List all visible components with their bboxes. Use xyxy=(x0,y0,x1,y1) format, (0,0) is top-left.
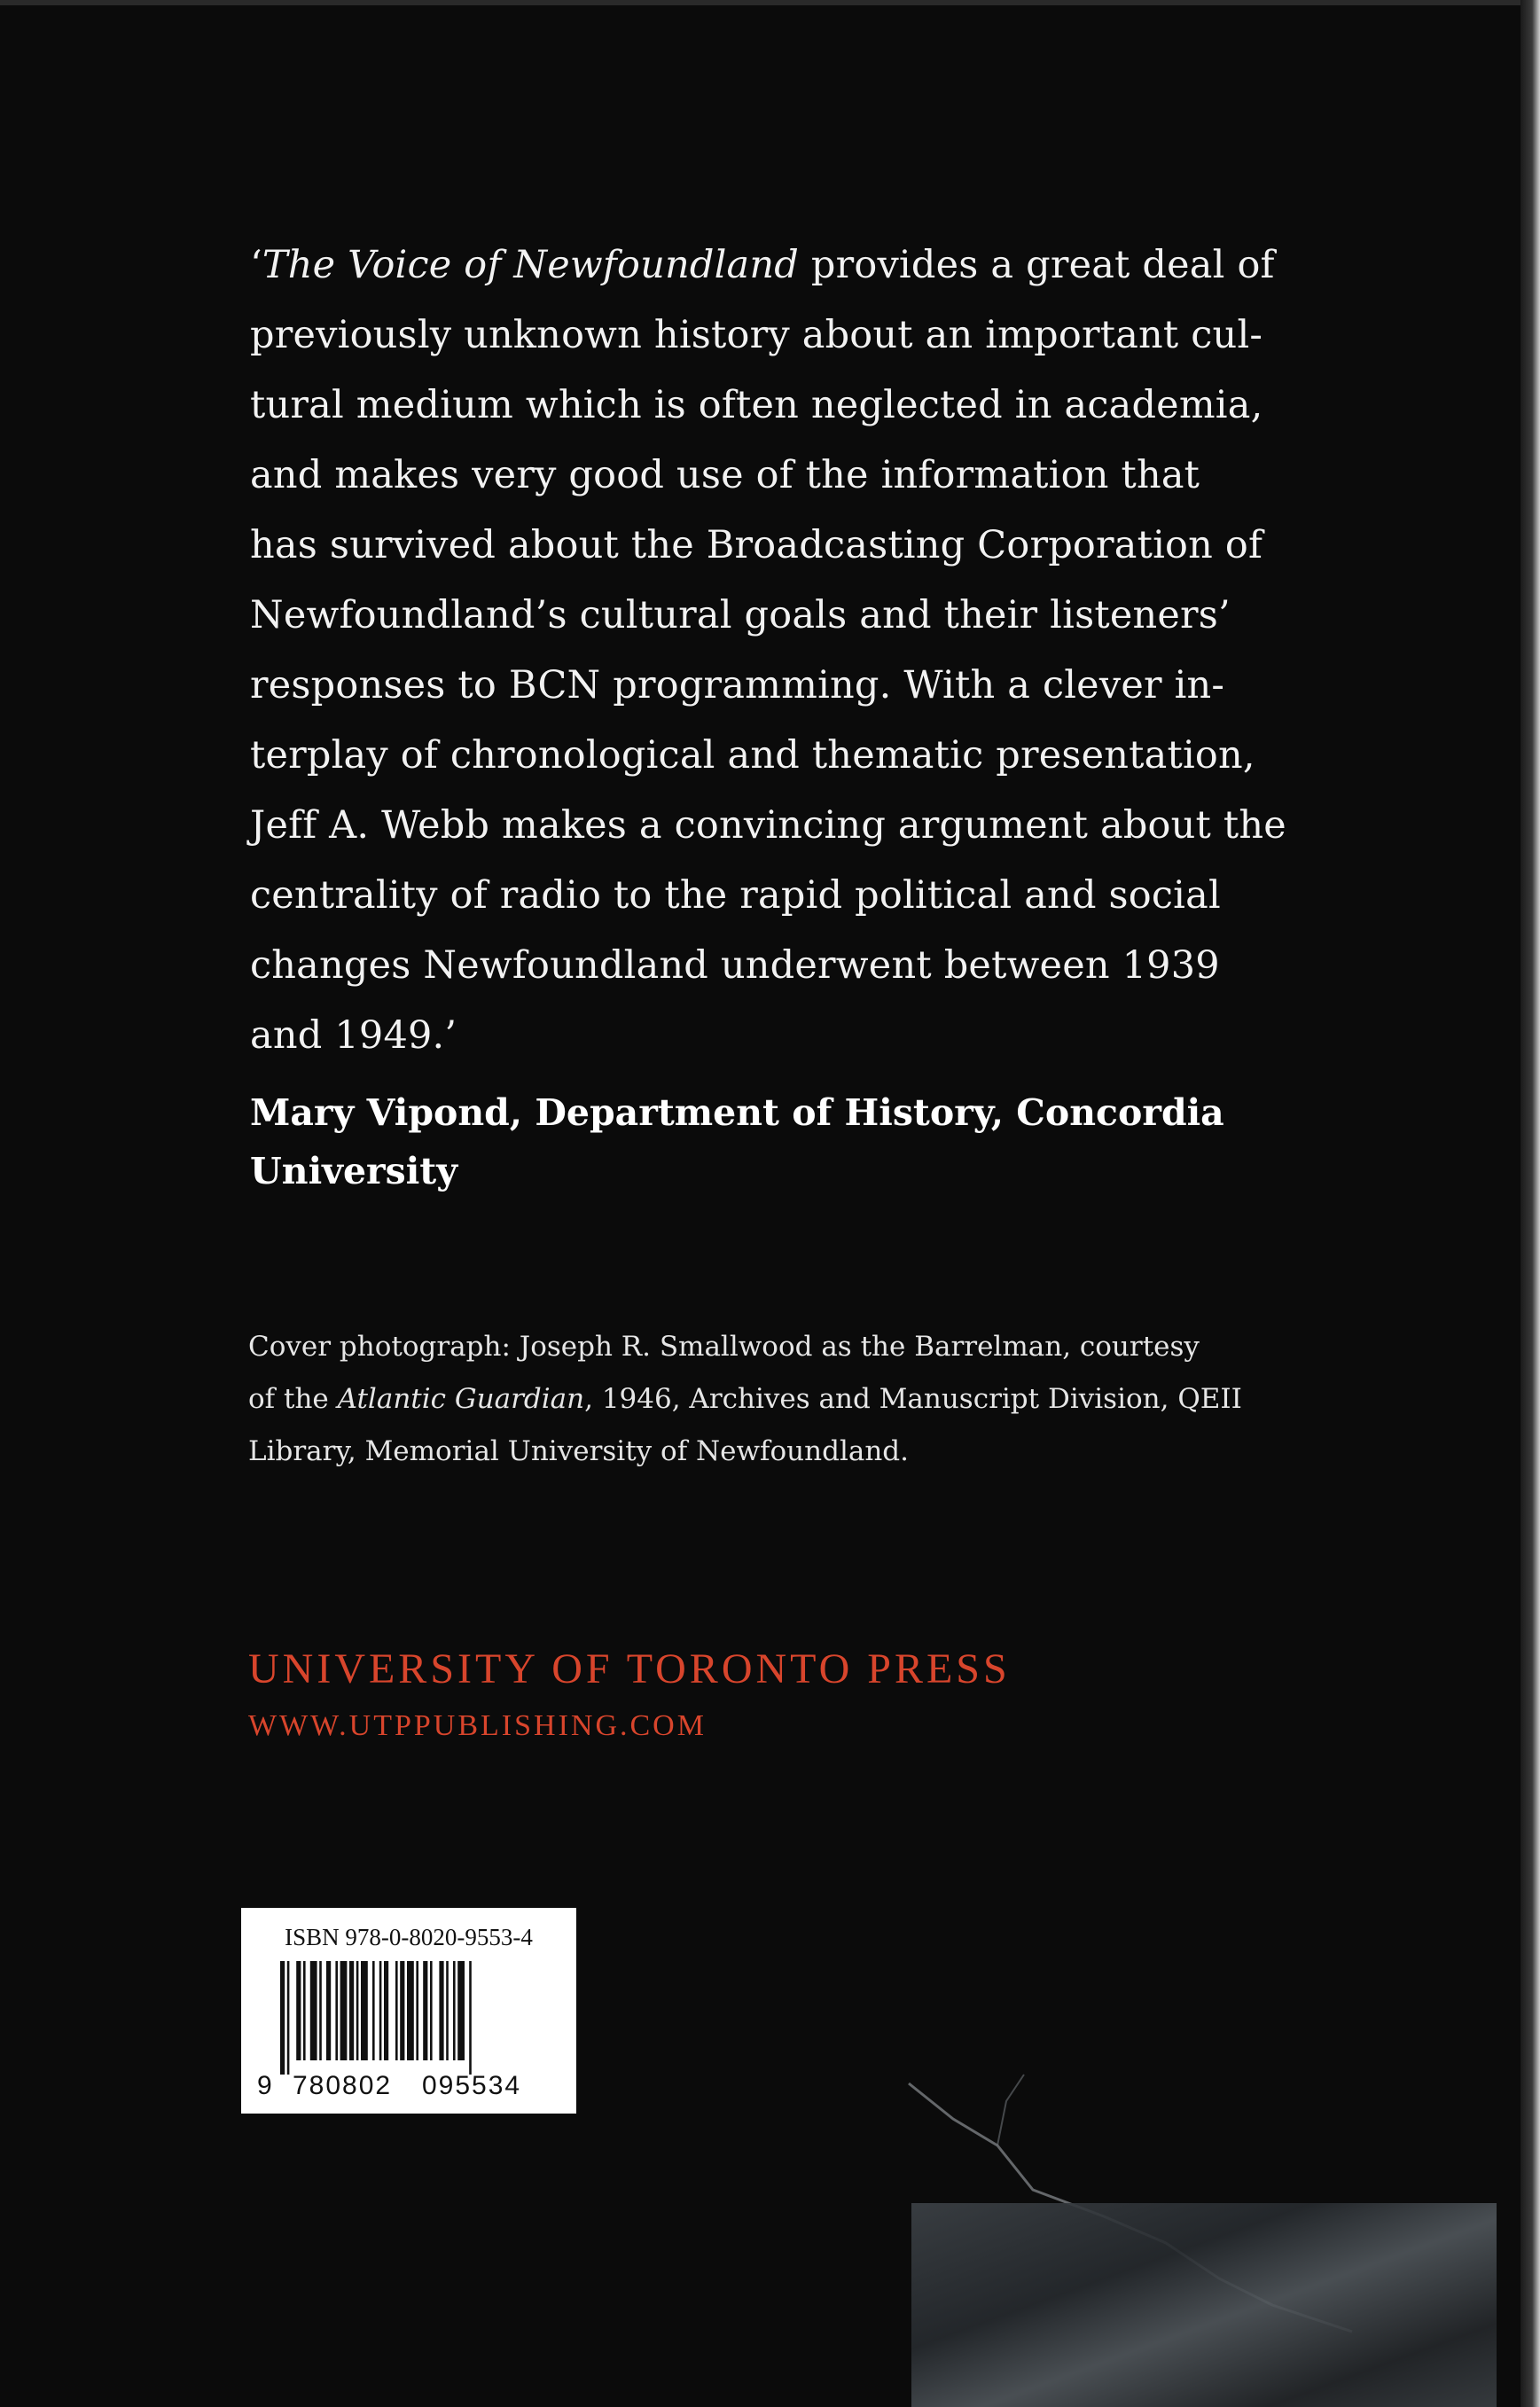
barcode-digits-left: 780802 xyxy=(293,2071,393,2100)
photo-credit-line: Cover photograph: Joseph R. Smallwood as the Barrelman, courtesy xyxy=(248,1331,1200,1363)
quote-line: Newfoundland’s cultural goals and their listeners’ xyxy=(250,593,1231,637)
barcode-digits-right: 095534 xyxy=(422,2071,522,2100)
barcode-bar xyxy=(469,1961,472,2075)
barcode-bar xyxy=(439,1961,443,2060)
photo-credit-prefix: of the xyxy=(248,1383,338,1415)
barcode-bar xyxy=(340,1961,348,2060)
barcode-bar xyxy=(372,1961,375,2060)
quote-line: changes Newfoundland underwent between 1939 xyxy=(250,943,1220,988)
quote-line: and makes very good use of the information that xyxy=(250,453,1200,497)
quote-line: centrality of radio to the rapid political and social xyxy=(250,873,1221,918)
quote-line: previously unknown history about an important cul- xyxy=(250,313,1263,357)
barcode-bar xyxy=(395,1961,398,2060)
barcode-bar xyxy=(310,1961,317,2060)
tape-strip-decoration xyxy=(911,2203,1497,2407)
barcode-bar xyxy=(400,1961,404,2060)
barcode-bar xyxy=(384,1961,388,2060)
attribution-line: Mary Vipond, Department of History, Concordia xyxy=(250,1091,1224,1134)
quote-line: has survived about the Broadcasting Corporation of xyxy=(250,523,1263,567)
barcode-bar xyxy=(446,1961,449,2060)
photo-credit-line: Library, Memorial University of Newfoundland. xyxy=(248,1435,909,1467)
barcode-bar xyxy=(303,1961,306,2060)
quote-attribution xyxy=(250,1083,1358,1200)
barcode-bar xyxy=(457,1961,465,2060)
publisher-website: WWW.UTPPUBLISHING.COM xyxy=(248,1709,707,1742)
quote-line-rest: provides a great deal of xyxy=(799,243,1275,287)
review-quote xyxy=(250,231,1349,1071)
photo-credit xyxy=(248,1321,1383,1478)
barcode-bars xyxy=(280,1961,472,2075)
quote-line: tural medium which is often neglected in academia, xyxy=(250,383,1263,427)
barcode-bar xyxy=(280,1961,285,2075)
quote-line: terplay of chronological and thematic presentation, xyxy=(250,733,1255,778)
barcode-bar xyxy=(423,1961,427,2060)
attribution-line: University xyxy=(250,1150,458,1192)
isbn-label: ISBN 978-0-8020-9553-4 xyxy=(285,1924,533,1950)
barcode-bar xyxy=(453,1961,456,2060)
book-title: The Voice of Newfoundland xyxy=(262,243,799,287)
photo-credit-rest: , 1946, Archives and Manuscript Division, QEII xyxy=(584,1383,1242,1415)
quote-line: and 1949.’ xyxy=(250,1013,457,1058)
barcode-bar xyxy=(407,1961,414,2060)
publisher-name: UNIVERSITY OF TORONTO PRESS xyxy=(248,1645,1011,1692)
barcode-bar xyxy=(361,1961,368,2060)
barcode-bar xyxy=(287,1961,290,2075)
barcode-bar xyxy=(430,1961,433,2060)
quote-line: responses to BCN programming. With a clever in- xyxy=(250,663,1225,707)
barcode-bar xyxy=(319,1961,322,2060)
magazine-title: Atlantic Guardian xyxy=(337,1383,585,1415)
barcode-bar xyxy=(379,1961,382,2060)
barcode-first-digit: 9 xyxy=(257,2071,272,2100)
barcode-bar xyxy=(416,1961,418,2060)
cover-top-edge xyxy=(0,0,1540,5)
barcode-bar xyxy=(356,1961,359,2060)
quote-line xyxy=(250,231,1349,301)
cover-right-edge xyxy=(1520,0,1540,2407)
barcode-bar xyxy=(335,1961,338,2060)
quote-line: Jeff A. Webb makes a convincing argument about the xyxy=(250,803,1286,848)
barcode-graphic xyxy=(254,1961,564,2105)
isbn-barcode xyxy=(241,1908,576,2114)
opening-quote-mark: ‘ xyxy=(250,243,262,287)
photo-credit-line xyxy=(248,1373,1383,1426)
barcode-bar xyxy=(349,1961,354,2060)
barcode-bar xyxy=(326,1961,331,2060)
barcode-bar xyxy=(296,1961,301,2060)
